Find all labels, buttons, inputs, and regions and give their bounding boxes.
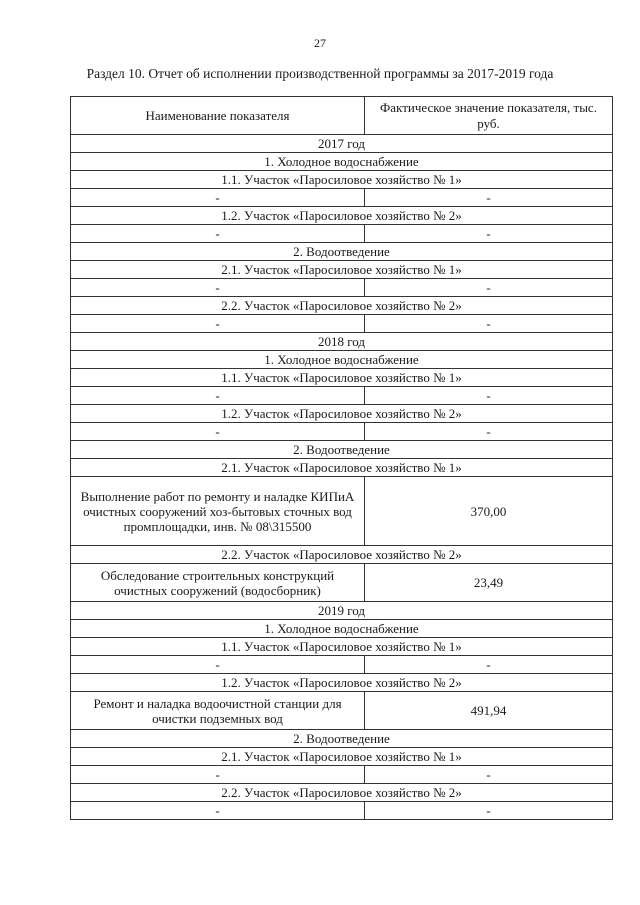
indicator-name-cell: - bbox=[71, 315, 365, 333]
actual-value-cell: - bbox=[365, 315, 613, 333]
table-section-row bbox=[71, 674, 613, 692]
section-label: 2.2. Участок «Паросиловое хозяйство № 2» bbox=[71, 784, 613, 802]
section-label: 2. Водоотведение bbox=[71, 730, 613, 748]
section-label: 1.1. Участок «Паросиловое хозяйство № 1» bbox=[71, 369, 613, 387]
actual-value-cell: - bbox=[365, 189, 613, 207]
section-label: 2.1. Участок «Паросиловое хозяйство № 1» bbox=[71, 261, 613, 279]
indicator-name-cell: - bbox=[71, 189, 365, 207]
section-label: 2017 год bbox=[71, 135, 613, 153]
table-section-row bbox=[71, 243, 613, 261]
section-label: 2018 год bbox=[71, 333, 613, 351]
section-label: 1.1. Участок «Паросиловое хозяйство № 1» bbox=[71, 171, 613, 189]
table-section-row bbox=[71, 441, 613, 459]
actual-value-cell: 23,49 bbox=[365, 564, 613, 602]
table-row bbox=[71, 225, 613, 243]
actual-value-cell: - bbox=[365, 802, 613, 820]
table-section-row bbox=[71, 730, 613, 748]
section-label: 2. Водоотведение bbox=[71, 243, 613, 261]
indicator-name-cell: - bbox=[71, 656, 365, 674]
actual-value-cell: - bbox=[365, 423, 613, 441]
table-row bbox=[71, 279, 613, 297]
table-section-row bbox=[71, 153, 613, 171]
report-table-body bbox=[71, 97, 613, 820]
table-section-row bbox=[71, 620, 613, 638]
table-section-row bbox=[71, 207, 613, 225]
section-label: 2.1. Участок «Паросиловое хозяйство № 1» bbox=[71, 459, 613, 477]
indicator-name-cell: Ремонт и наладка водоочистной станции для очистки подземных вод bbox=[71, 692, 365, 730]
table-row bbox=[71, 423, 613, 441]
table-header-row bbox=[71, 97, 613, 135]
section-title: Раздел 10. Отчет об исполнении производственной программы за 2017-2019 года bbox=[86, 66, 554, 81]
table-section-row bbox=[71, 333, 613, 351]
section-label: 1.2. Участок «Паросиловое хозяйство № 2» bbox=[71, 674, 613, 692]
section-label: 2019 год bbox=[71, 602, 613, 620]
table-section-row bbox=[71, 297, 613, 315]
section-label: 2.2. Участок «Паросиловое хозяйство № 2» bbox=[71, 546, 613, 564]
header-indicator-name: Наименование показателя bbox=[71, 97, 365, 135]
table-row bbox=[71, 189, 613, 207]
indicator-name-cell: - bbox=[71, 423, 365, 441]
table-section-row bbox=[71, 602, 613, 620]
indicator-name-cell: - bbox=[71, 279, 365, 297]
indicator-name-cell: - bbox=[71, 802, 365, 820]
indicator-name-cell: - bbox=[71, 387, 365, 405]
actual-value-cell: - bbox=[365, 766, 613, 784]
table-section-row bbox=[71, 405, 613, 423]
table-section-row bbox=[71, 369, 613, 387]
actual-value-cell: 370,00 bbox=[365, 477, 613, 546]
section-label: 1.1. Участок «Паросиловое хозяйство № 1» bbox=[71, 638, 613, 656]
table-section-row bbox=[71, 459, 613, 477]
table-row bbox=[71, 766, 613, 784]
indicator-name-cell: - bbox=[71, 225, 365, 243]
section-label: 2.1. Участок «Паросиловое хозяйство № 1» bbox=[71, 748, 613, 766]
table-row bbox=[71, 477, 613, 546]
section-label: 1.2. Участок «Паросиловое хозяйство № 2» bbox=[71, 207, 613, 225]
table-section-row bbox=[71, 135, 613, 153]
table-row bbox=[71, 387, 613, 405]
header-actual-value: Фактическое значение показателя, тыс. руб. bbox=[365, 97, 613, 135]
actual-value-cell: - bbox=[365, 387, 613, 405]
table-row bbox=[71, 656, 613, 674]
table-section-row bbox=[71, 171, 613, 189]
section-label: 1. Холодное водоснабжение bbox=[71, 620, 613, 638]
table-section-row bbox=[71, 638, 613, 656]
actual-value-cell: - bbox=[365, 225, 613, 243]
table-section-row bbox=[71, 748, 613, 766]
page-number: 27 bbox=[314, 36, 326, 50]
table-row bbox=[71, 315, 613, 333]
report-table bbox=[70, 96, 613, 820]
actual-value-cell: 491,94 bbox=[365, 692, 613, 730]
table-row bbox=[71, 802, 613, 820]
table-section-row bbox=[71, 351, 613, 369]
section-label: 2.2. Участок «Паросиловое хозяйство № 2» bbox=[71, 297, 613, 315]
table-row bbox=[71, 564, 613, 602]
table-section-row bbox=[71, 784, 613, 802]
section-label: 2. Водоотведение bbox=[71, 441, 613, 459]
section-label: 1. Холодное водоснабжение bbox=[71, 351, 613, 369]
table-row bbox=[71, 692, 613, 730]
section-label: 1.2. Участок «Паросиловое хозяйство № 2» bbox=[71, 405, 613, 423]
indicator-name-cell: Обследование строительных конструкций очистных сооружений (водосборник) bbox=[71, 564, 365, 602]
table-section-row bbox=[71, 546, 613, 564]
actual-value-cell: - bbox=[365, 279, 613, 297]
table-section-row bbox=[71, 261, 613, 279]
indicator-name-cell: Выполнение работ по ремонту и наладке КИПиА очистных сооружений хоз-бытовых сточных вод промплощадки, инв. № 08\315500 bbox=[71, 477, 365, 546]
section-label: 1. Холодное водоснабжение bbox=[71, 153, 613, 171]
indicator-name-cell: - bbox=[71, 766, 365, 784]
actual-value-cell: - bbox=[365, 656, 613, 674]
